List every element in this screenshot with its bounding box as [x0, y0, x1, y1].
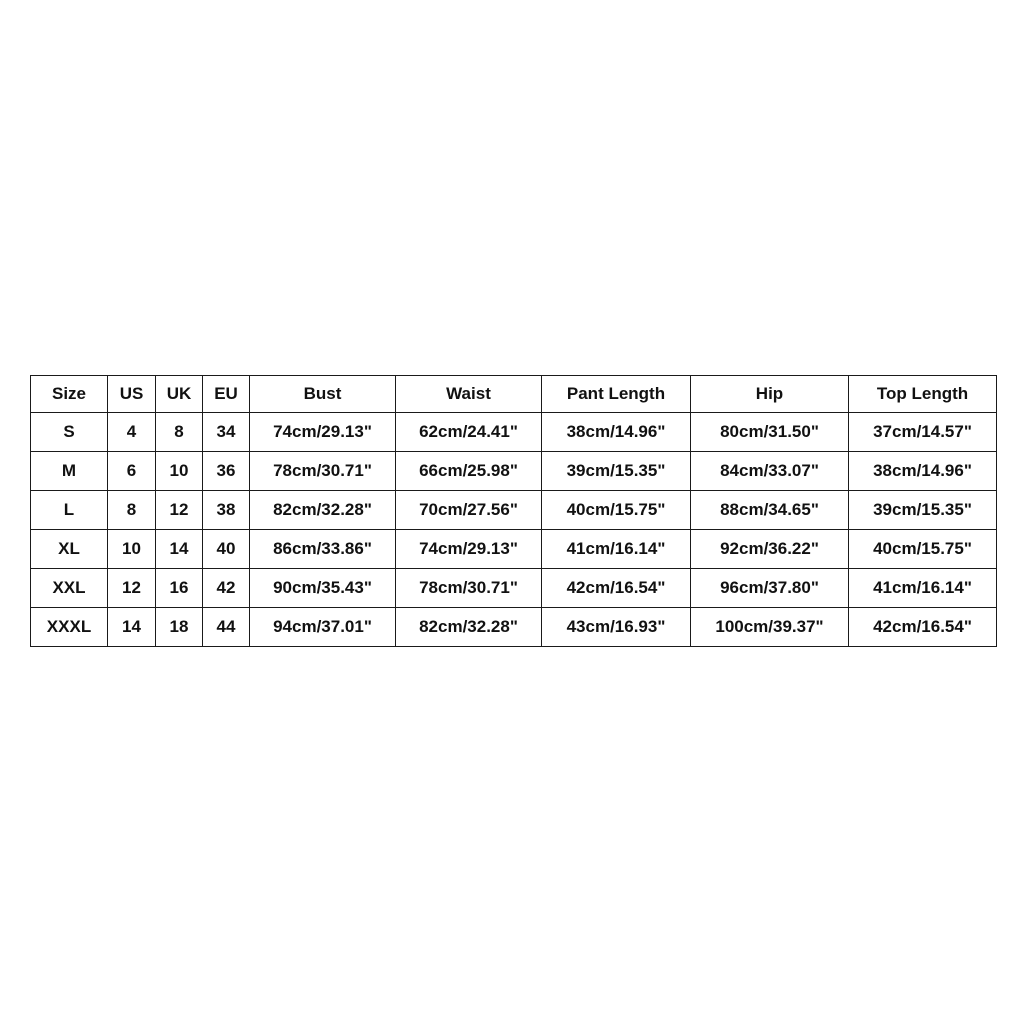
cell-top-length: 41cm/16.14": [849, 569, 997, 608]
header-us: US: [108, 376, 156, 413]
cell-us: 6: [108, 452, 156, 491]
header-bust: Bust: [250, 376, 396, 413]
cell-pant-length: 43cm/16.93": [542, 608, 691, 647]
cell-pant-length: 42cm/16.54": [542, 569, 691, 608]
header-eu: EU: [203, 376, 250, 413]
cell-waist: 74cm/29.13": [396, 530, 542, 569]
cell-top-length: 37cm/14.57": [849, 413, 997, 452]
cell-size: L: [31, 491, 108, 530]
cell-hip: 80cm/31.50": [691, 413, 849, 452]
cell-hip: 96cm/37.80": [691, 569, 849, 608]
cell-eu: 36: [203, 452, 250, 491]
header-row: [31, 376, 997, 413]
cell-size: XXXL: [31, 608, 108, 647]
cell-bust: 74cm/29.13": [250, 413, 396, 452]
header-uk: UK: [156, 376, 203, 413]
cell-eu: 40: [203, 530, 250, 569]
cell-top-length: 42cm/16.54": [849, 608, 997, 647]
cell-us: 8: [108, 491, 156, 530]
cell-us: 12: [108, 569, 156, 608]
cell-bust: 86cm/33.86": [250, 530, 396, 569]
cell-waist: 78cm/30.71": [396, 569, 542, 608]
cell-hip: 84cm/33.07": [691, 452, 849, 491]
table-row: [31, 413, 997, 452]
table-row: [31, 608, 997, 647]
cell-hip: 88cm/34.65": [691, 491, 849, 530]
cell-waist: 82cm/32.28": [396, 608, 542, 647]
cell-pant-length: 41cm/16.14": [542, 530, 691, 569]
table-row: [31, 530, 997, 569]
size-chart-table: [30, 375, 997, 647]
header-size: Size: [31, 376, 108, 413]
cell-waist: 66cm/25.98": [396, 452, 542, 491]
cell-hip: 100cm/39.37": [691, 608, 849, 647]
table-row: [31, 491, 997, 530]
cell-pant-length: 40cm/15.75": [542, 491, 691, 530]
cell-size: S: [31, 413, 108, 452]
header-pant-length: Pant Length: [542, 376, 691, 413]
cell-hip: 92cm/36.22": [691, 530, 849, 569]
cell-pant-length: 39cm/15.35": [542, 452, 691, 491]
cell-size: XL: [31, 530, 108, 569]
cell-us: 14: [108, 608, 156, 647]
cell-bust: 90cm/35.43": [250, 569, 396, 608]
cell-size: XXL: [31, 569, 108, 608]
header-waist: Waist: [396, 376, 542, 413]
cell-us: 4: [108, 413, 156, 452]
cell-top-length: 39cm/15.35": [849, 491, 997, 530]
table-row: [31, 569, 997, 608]
cell-bust: 78cm/30.71": [250, 452, 396, 491]
header-hip: Hip: [691, 376, 849, 413]
cell-eu: 42: [203, 569, 250, 608]
cell-eu: 34: [203, 413, 250, 452]
cell-waist: 70cm/27.56": [396, 491, 542, 530]
cell-uk: 16: [156, 569, 203, 608]
cell-top-length: 38cm/14.96": [849, 452, 997, 491]
cell-eu: 38: [203, 491, 250, 530]
cell-uk: 8: [156, 413, 203, 452]
cell-bust: 82cm/32.28": [250, 491, 396, 530]
cell-uk: 12: [156, 491, 203, 530]
cell-eu: 44: [203, 608, 250, 647]
cell-pant-length: 38cm/14.96": [542, 413, 691, 452]
table-row: [31, 452, 997, 491]
header-top-length: Top Length: [849, 376, 997, 413]
cell-top-length: 40cm/15.75": [849, 530, 997, 569]
cell-bust: 94cm/37.01": [250, 608, 396, 647]
cell-uk: 14: [156, 530, 203, 569]
cell-uk: 10: [156, 452, 203, 491]
cell-size: M: [31, 452, 108, 491]
cell-waist: 62cm/24.41": [396, 413, 542, 452]
cell-us: 10: [108, 530, 156, 569]
cell-uk: 18: [156, 608, 203, 647]
